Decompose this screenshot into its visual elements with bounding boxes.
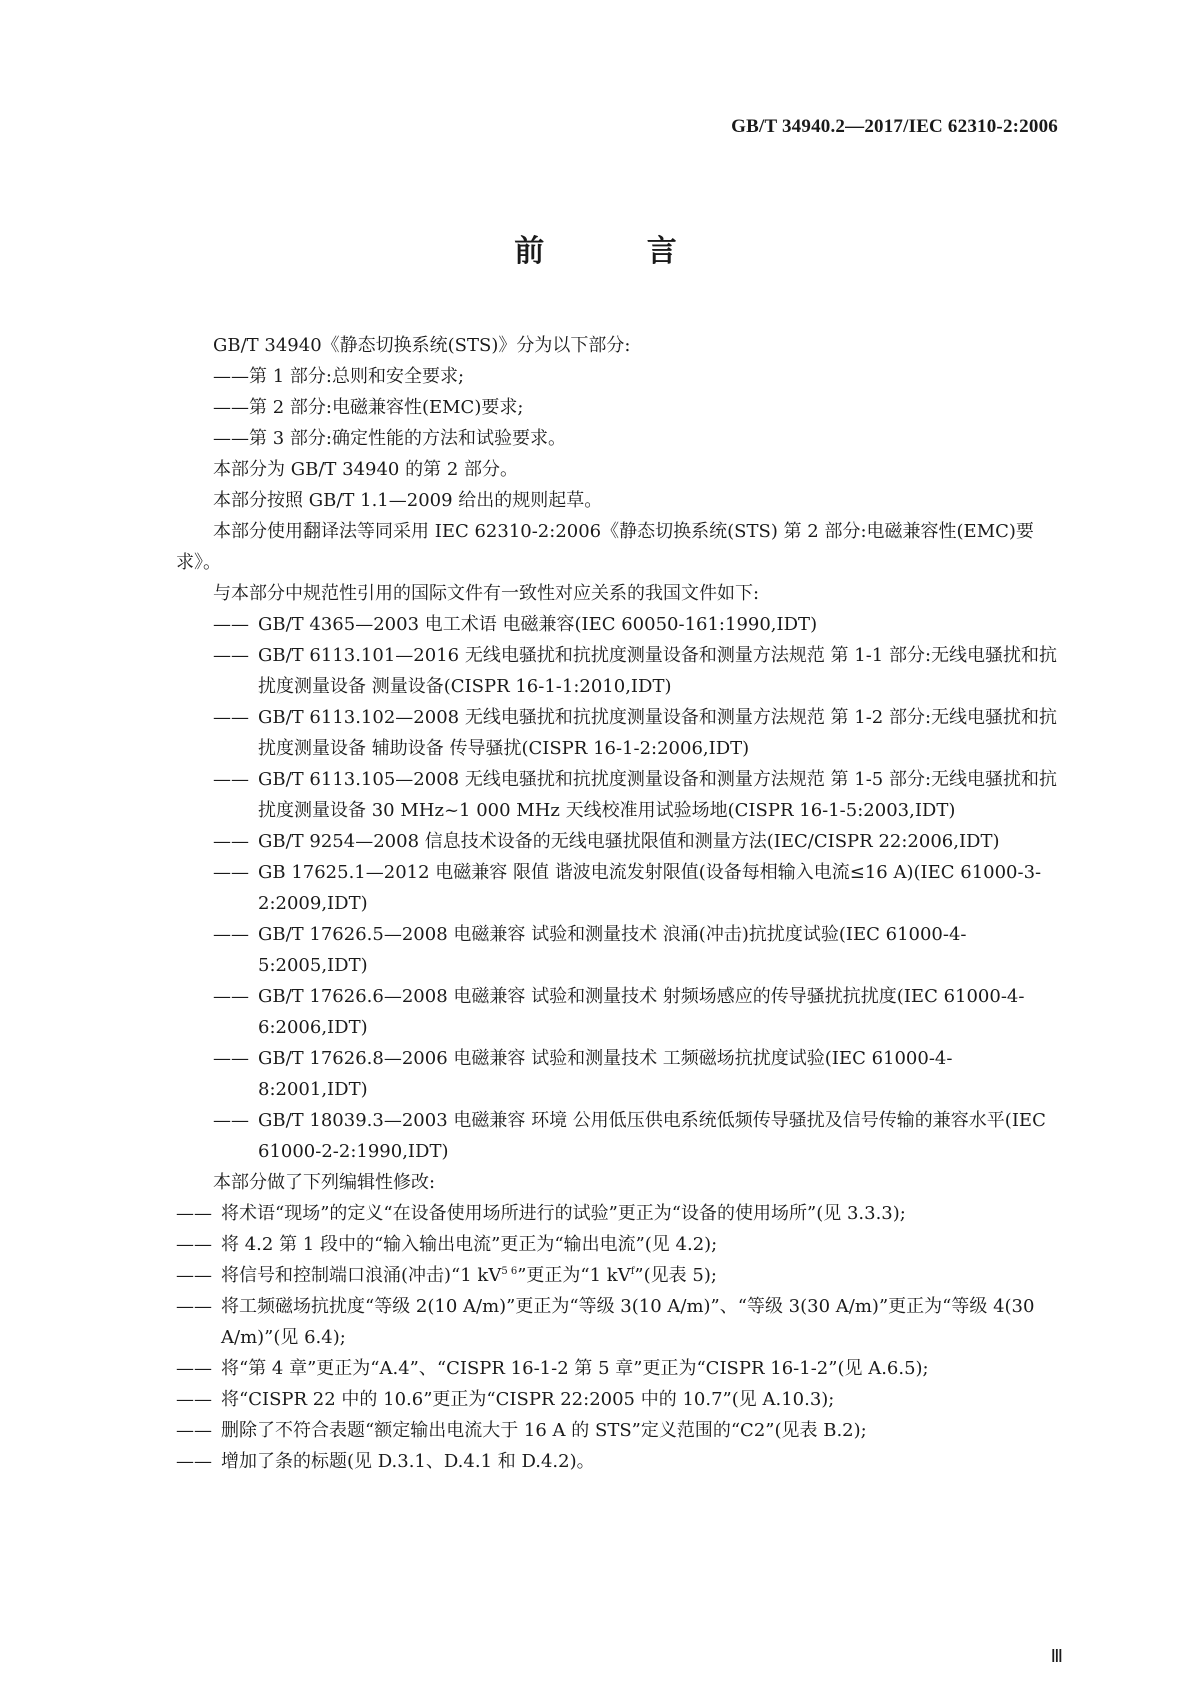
page-number: Ⅲ [1050, 1646, 1063, 1666]
intro-paragraph: GB/T 34940《静态切换系统(STS)》分为以下部分: [213, 335, 631, 356]
list-item: —— 将术语“现场”的定义“在设备使用场所进行的试验”更正为“设备的使用场所”(见 3.3.3); [176, 1203, 906, 1224]
list-item: —— GB/T 17626.8—2006 电磁兼容 试验和测量技术 工频磁场抗扰度试验(IEC 61000-4-8:2001,IDT) [213, 1048, 953, 1100]
list-item: —— GB/T 6113.105—2008 无线电骚扰和抗扰度测量设备和测量方法规范 第 1-5 部分:无线电骚扰和抗扰度测量设备 30 MHz~1 000 MHz 天线校准用试验场地(CISPR 16-1-5:2003,IDT) [213, 769, 1058, 821]
edits-intro: 本部分做了下列编辑性修改: [213, 1172, 436, 1193]
page-title: 前 言 [514, 234, 723, 269]
list-item: —— GB/T 17626.6—2008 电磁兼容 试验和测量技术 射频场感应的传导骚扰抗扰度(IEC 61000-4-6:2006,IDT) [213, 986, 1025, 1038]
references-list [176, 609, 1061, 1167]
parts-list [176, 361, 1061, 454]
list-item: —— 删除了不符合表题“额定输出电流大于 16 A 的 STS”定义范围的“C2”(见表 B.2); [176, 1420, 867, 1441]
list-item: ——第 3 部分:确定性能的方法和试验要求。 [213, 428, 566, 449]
equivalence-statement: 本部分使用翻译法等同采用 IEC 62310-2:2006《静态切换系统(STS) 第 2 部分:电磁兼容性(EMC)要求》。 [176, 521, 1034, 573]
list-item: —— 将“CISPR 22 中的 10.6”更正为“CISPR 22:2005 中的 10.7”(见 A.10.3); [176, 1389, 835, 1410]
drafting-statement: 本部分按照 GB/T 1.1—2009 给出的规则起草。 [213, 490, 603, 511]
list-item: —— GB/T 18039.3—2003 电磁兼容 环境 公用低压供电系统低频传导骚扰及信号传输的兼容水平(IEC 61000-2-2:1990,IDT) [213, 1110, 1046, 1162]
list-item: —— GB/T 6113.101—2016 无线电骚扰和抗扰度测量设备和测量方法规范 第 1-1 部分:无线电骚扰和抗扰度测量设备 测量设备(CISPR 16-1-1:2010,IDT) [213, 645, 1058, 697]
list-item: ——第 2 部分:电磁兼容性(EMC)要求; [213, 397, 524, 418]
list-item: —— GB/T 9254—2008 信息技术设备的无线电骚扰限值和测量方法(IEC/CISPR 22:2006,IDT) [213, 831, 1000, 852]
list-item: —— GB/T 4365—2003 电工术语 电磁兼容(IEC 60050-161:1990,IDT) [213, 614, 818, 635]
document-body [176, 330, 1061, 1477]
list-item: —— 增加了条的标题(见 D.3.1、D.4.1 和 D.4.2)。 [176, 1451, 595, 1472]
list-item: —— 将 4.2 第 1 段中的“输入输出电流”更正为“输出电流”(见 4.2); [176, 1234, 718, 1255]
edits-list [176, 1198, 1061, 1477]
standard-number-header: GB/T 34940.2—2017/IEC 62310-2:2006 [731, 116, 1058, 137]
list-item: —— 将信号和控制端口浪涌(冲击)“1 $kV^{5 6}$”更正为“1 $kV^f$”(见表 5); [176, 1265, 717, 1286]
list-item: —— GB/T 17626.5—2008 电磁兼容 试验和测量技术 浪涌(冲击)抗扰度试验(IEC 61000-4-5:2005,IDT) [213, 924, 967, 976]
list-item: —— 将“第 4 章”更正为“A.4”、“CISPR 16-1-2 第 5 章”更正为“CISPR 16-1-2”(见 A.6.5); [176, 1358, 929, 1379]
references-intro: 与本部分中规范性引用的国际文件有一致性对应关系的我国文件如下: [213, 583, 760, 604]
list-item: —— 将工频磁场抗扰度“等级 2(10 A/m)”更正为“等级 3(10 A/m)”、“等级 3(30 A/m)”更正为“等级 4(30 A/m)”(见 6.4); [176, 1296, 1035, 1348]
list-item: ——第 1 部分:总则和安全要求; [213, 366, 465, 387]
list-item: —— GB/T 6113.102—2008 无线电骚扰和抗扰度测量设备和测量方法规范 第 1-2 部分:无线电骚扰和抗扰度测量设备 辅助设备 传导骚扰(CISPR 16-1-2:2006,IDT) [213, 707, 1058, 759]
list-item: —— GB 17625.1—2012 电磁兼容 限值 谐波电流发射限值(设备每相输入电流≤16 A)(IEC 61000-3-2:2009,IDT) [213, 862, 1042, 914]
part-statement: 本部分为 GB/T 34940 的第 2 部分。 [213, 459, 518, 480]
